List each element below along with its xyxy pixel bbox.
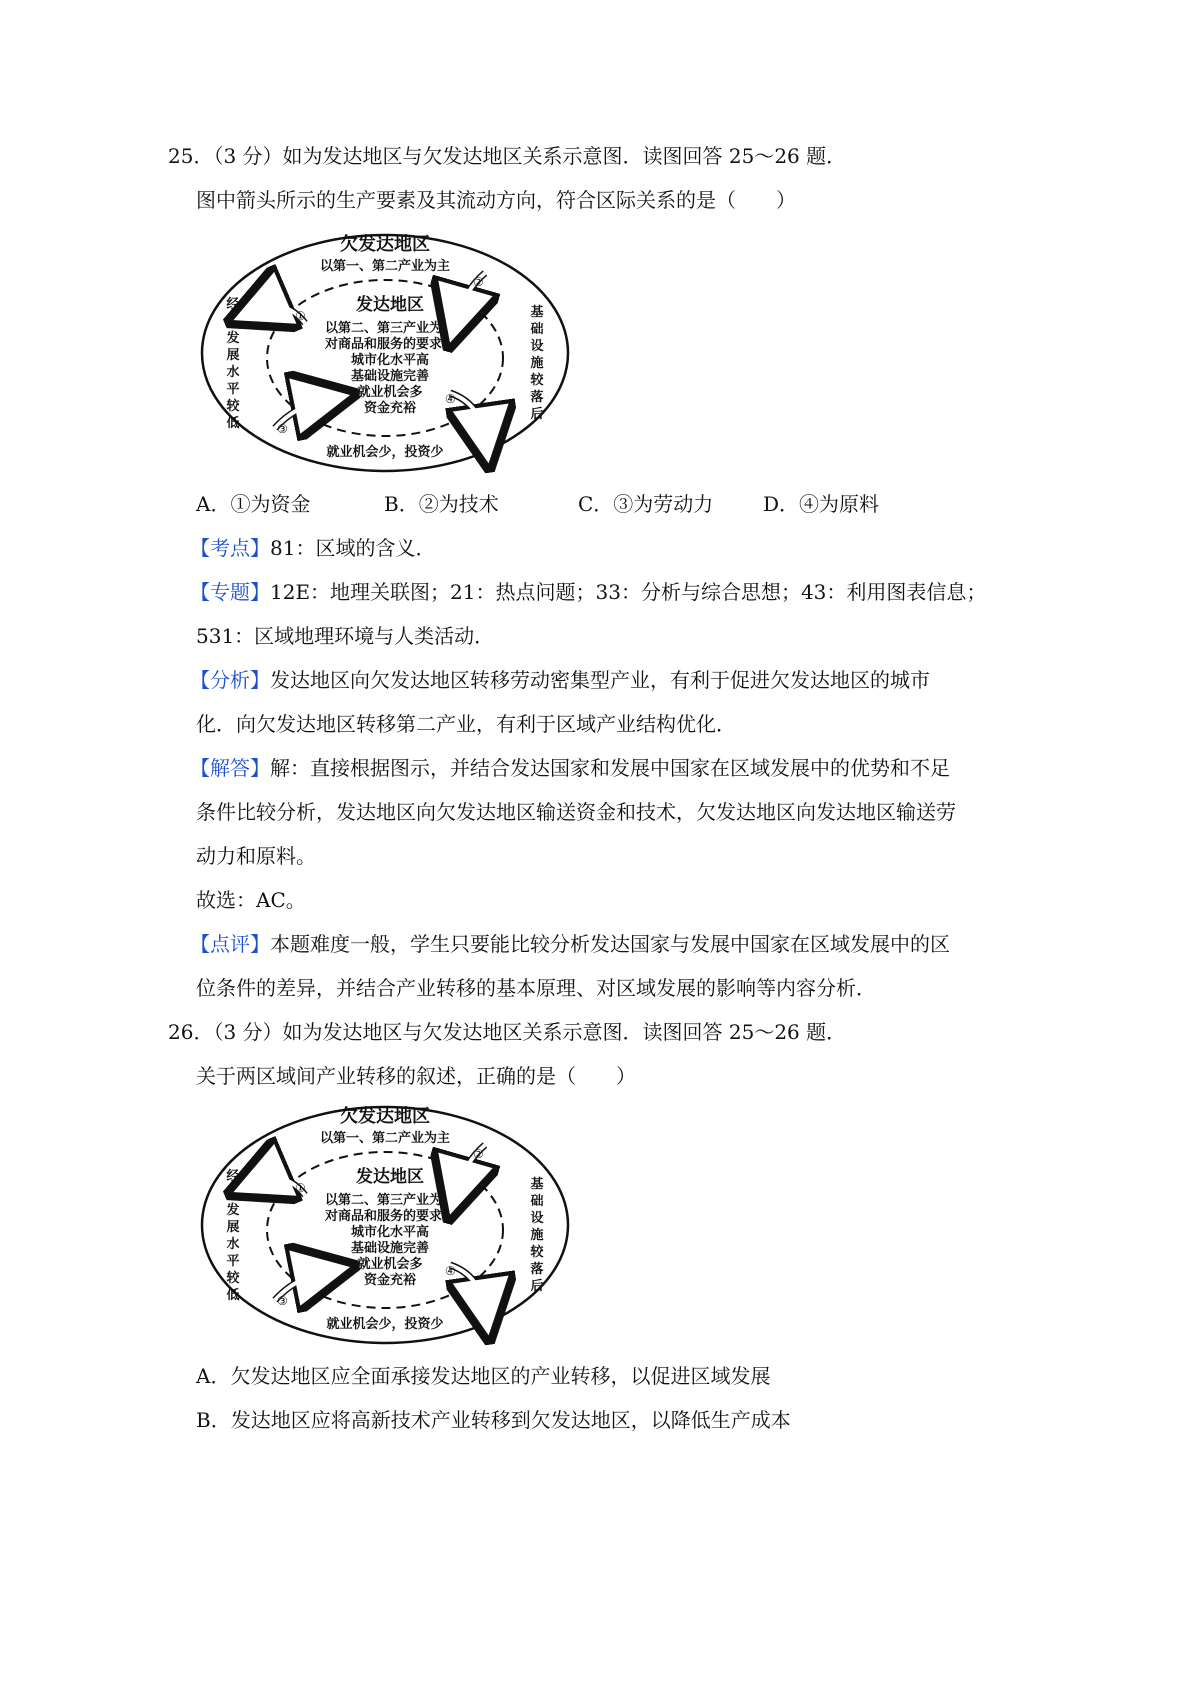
zhuanti-tag: 【专题】	[190, 580, 270, 604]
left-vert-5: 平	[226, 1254, 240, 1269]
q26-option-b: B．发达地区应将高新技术产业转移到欠发达地区，以降低生产成本	[196, 1408, 791, 1432]
outer-title: 欠发达地区	[340, 1106, 430, 1127]
outer-subtitle: 以第一、第二产业为主	[319, 259, 451, 274]
inner-line-1: 以第二、第三产业为主	[324, 1193, 456, 1208]
right-vert-6: 后	[530, 407, 544, 422]
relation-diagram-1	[195, 228, 575, 478]
q26-question: 关于两区域间产业转移的叙述，正确的是（ ）	[196, 1064, 636, 1088]
inner-line-6: 资金充裕	[363, 1273, 417, 1288]
left-vert-3: 展	[226, 348, 240, 363]
inner-line-5: 就业机会多	[357, 385, 423, 400]
left-vert-5: 平	[226, 382, 240, 397]
marker-1: ①	[295, 309, 306, 323]
q25-option-a: A．①为资金	[196, 492, 311, 516]
right-vert-2: 设	[530, 339, 544, 354]
jieda-line2: 条件比较分析，发达地区向欠发达地区输送资金和技术，欠发达地区向发达地区输送劳	[196, 800, 956, 824]
dianping-tag: 【点评】	[190, 932, 270, 956]
inner-line-4: 基础设施完善	[350, 1241, 430, 1256]
zhuanti-line2: 531：区域地理环境与人类活动．	[196, 624, 495, 648]
jieda-tag: 【解答】	[190, 756, 270, 780]
zhuanti-line1: 12E：地理关联图；21：热点问题；33：分析与综合思想；43：利用图表信息；	[270, 580, 987, 604]
inner-line-3: 城市化水平高	[350, 353, 430, 368]
inner-line-1: 以第二、第三产业为主	[324, 321, 456, 336]
jieda-line3: 动力和原料。	[196, 844, 316, 868]
outer-subtitle: 以第一、第二产业为主	[319, 1131, 451, 1146]
right-vert-0: 基	[530, 305, 544, 320]
left-vert-7: 低	[226, 416, 240, 431]
fenxi-tag: 【分析】	[190, 668, 270, 692]
q26-stem: 26．（3 分）如为发达地区与欠发达地区关系示意图．读图回答 25～26 题．	[168, 1020, 847, 1044]
q25-zhuanti	[190, 578, 986, 606]
left-vert-2: 发	[226, 1203, 240, 1218]
bottom-text: 就业机会少，投资少	[326, 445, 444, 460]
q25-answer: 故选：AC。	[196, 888, 306, 912]
right-vert-5: 落	[530, 1262, 544, 1277]
inner-line-3: 城市化水平高	[350, 1225, 430, 1240]
kaodian-text: 81：区域的含义．	[270, 536, 436, 560]
inner-line-6: 资金充裕	[363, 401, 417, 416]
marker-4: ④	[445, 392, 456, 406]
marker-2: ②	[473, 1147, 484, 1161]
kaodian-tag: 【考点】	[190, 536, 270, 560]
inner-line-2: 对商品和服务的要求高	[324, 337, 456, 352]
right-vert-1: 础	[530, 1194, 544, 1209]
q25-option-d: D．④为原料	[763, 492, 880, 516]
fenxi-line2: 化．向欠发达地区转移第二产业，有利于区域产业结构优化．	[196, 712, 736, 736]
right-vert-3: 施	[530, 1228, 544, 1243]
inner-line-2: 对商品和服务的要求高	[324, 1209, 456, 1224]
right-vert-6: 后	[530, 1279, 544, 1294]
left-vert-7: 低	[226, 1288, 240, 1303]
left-vert-4: 水	[226, 365, 240, 380]
fenxi-line1: 发达地区向欠发达地区转移劳动密集型产业，有利于促进欠发达地区的城市	[270, 668, 930, 692]
marker-3: ③	[277, 422, 288, 436]
marker-4: ④	[445, 1264, 456, 1278]
left-vert-2: 发	[226, 331, 240, 346]
right-vert-4: 较	[530, 1245, 544, 1260]
q25-option-c: C．③为劳动力	[578, 492, 714, 516]
left-vert-3: 展	[226, 1220, 240, 1235]
marker-2: ②	[473, 275, 484, 289]
left-vert-0: 经	[226, 1169, 240, 1184]
right-vert-2: 设	[530, 1211, 544, 1226]
marker-3: ③	[277, 1294, 288, 1308]
q25-kaodian	[190, 534, 435, 562]
left-vert-6: 较	[226, 1271, 240, 1286]
dianping-line2: 位条件的差异，并结合产业转移的基本原理、对区域发展的影响等内容分析．	[196, 976, 876, 1000]
inner-title: 发达地区	[356, 1167, 424, 1187]
q25-jieda	[190, 754, 950, 782]
right-vert-3: 施	[530, 356, 544, 371]
right-vert-0: 基	[530, 1177, 544, 1192]
right-vert-5: 落	[530, 390, 544, 405]
right-vert-4: 较	[530, 373, 544, 388]
inner-line-4: 基础设施完善	[350, 369, 430, 384]
inner-title: 发达地区	[356, 295, 424, 315]
left-vert-1: 济	[226, 1186, 240, 1201]
left-vert-1: 济	[226, 314, 240, 329]
left-vert-0: 经	[226, 297, 240, 312]
dianping-line1: 本题难度一般，学生只要能比较分析发达国家与发展中国家在区域发展中的区	[270, 932, 950, 956]
jieda-line1: 解：直接根据图示，并结合发达国家和发展中国家在区域发展中的优势和不足	[270, 756, 950, 780]
left-vert-4: 水	[226, 1237, 240, 1252]
q25-dianping	[190, 930, 950, 958]
right-vert-1: 础	[530, 322, 544, 337]
marker-1: ①	[295, 1181, 306, 1195]
q25-stem: 25．（3 分）如为发达地区与欠发达地区关系示意图．读图回答 25～26 题．	[168, 144, 847, 168]
outer-title: 欠发达地区	[340, 234, 430, 255]
q25-question: 图中箭头所示的生产要素及其流动方向，符合区际关系的是（ ）	[196, 188, 796, 212]
q25-fenxi	[190, 666, 930, 694]
q25-option-b: B．②为技术	[384, 492, 499, 516]
relation-diagram-2	[195, 1100, 575, 1350]
q26-option-a: A．欠发达地区应全面承接发达地区的产业转移，以促进区域发展	[196, 1364, 771, 1388]
left-vert-6: 较	[226, 399, 240, 414]
bottom-text: 就业机会少，投资少	[326, 1317, 444, 1332]
inner-line-5: 就业机会多	[357, 1257, 423, 1272]
